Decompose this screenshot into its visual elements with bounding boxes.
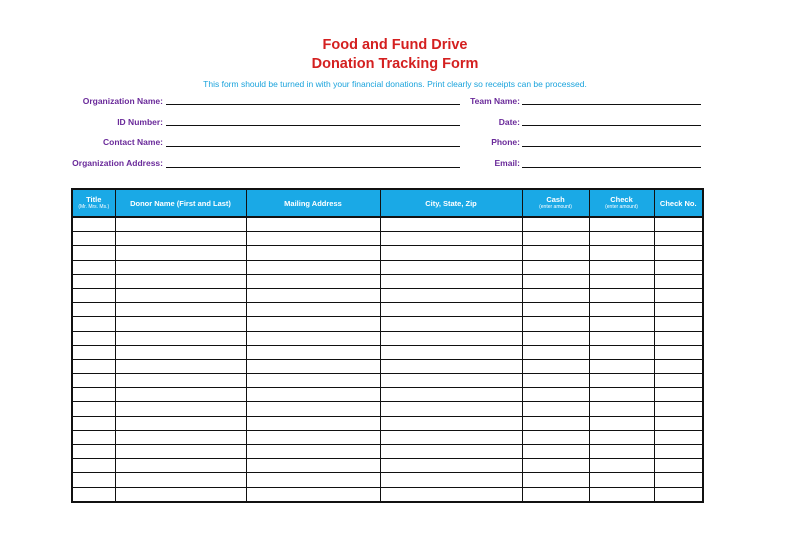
table-row [72,416,703,430]
table-cell[interactable] [589,288,654,302]
table-cell[interactable] [654,416,703,430]
table-cell[interactable] [246,331,380,345]
table-cell[interactable] [522,331,589,345]
table-cell[interactable] [589,374,654,388]
table-row [72,246,703,260]
table-cell[interactable] [522,274,589,288]
column-header-label: Check [610,195,633,204]
table-row [72,217,703,232]
table-cell[interactable] [654,402,703,416]
table-cell[interactable] [380,487,522,502]
table-cell[interactable] [115,246,246,260]
table-cell[interactable] [380,232,522,246]
column-header-sublabel: (enter amount) [539,204,572,210]
table-cell[interactable] [654,331,703,345]
table-cell[interactable] [115,232,246,246]
table-cell[interactable] [589,416,654,430]
table-cell[interactable] [246,388,380,402]
table-row [72,359,703,373]
table-cell[interactable] [522,359,589,373]
table-cell[interactable] [115,402,246,416]
table-cell[interactable] [589,445,654,459]
column-header-cash [522,189,589,217]
table-cell[interactable] [246,246,380,260]
table-cell[interactable] [589,246,654,260]
table-cell[interactable] [72,232,115,246]
table-cell[interactable] [72,359,115,373]
table-cell[interactable] [115,416,246,430]
contact-name-field[interactable] [166,146,460,147]
table-cell[interactable] [246,416,380,430]
table-cell[interactable] [115,388,246,402]
table-cell[interactable] [115,274,246,288]
table-cell[interactable] [115,288,246,302]
table-cell[interactable] [246,274,380,288]
table-cell[interactable] [522,445,589,459]
table-cell[interactable] [589,331,654,345]
table-cell[interactable] [654,274,703,288]
organization-address-label: Organization Address: [72,158,163,168]
column-header-check-no [654,189,703,217]
table-cell[interactable] [380,445,522,459]
table-row [72,345,703,359]
table-cell[interactable] [589,303,654,317]
column-header-label: Cash [546,195,565,204]
id-number-field[interactable] [166,125,460,126]
table-cell[interactable] [246,374,380,388]
table-cell[interactable] [246,317,380,331]
table-cell[interactable] [522,430,589,444]
table-cell[interactable] [654,487,703,502]
table-row [72,260,703,274]
table-cell[interactable] [522,288,589,302]
table-cell[interactable] [380,288,522,302]
table-cell[interactable] [522,260,589,274]
table-row [72,430,703,444]
table-row [72,288,703,302]
table-cell[interactable] [380,317,522,331]
table-cell[interactable] [246,260,380,274]
table-cell[interactable] [380,416,522,430]
table-cell[interactable] [589,473,654,487]
contact-name-label: Contact Name: [103,137,163,147]
date-label: Date: [498,117,520,127]
table-cell[interactable] [115,345,246,359]
table-cell[interactable] [72,459,115,473]
table-cell[interactable] [72,260,115,274]
table-cell[interactable] [380,374,522,388]
column-header-sublabel: (enter amount) [605,204,638,210]
table-cell[interactable] [246,459,380,473]
table-cell[interactable] [654,345,703,359]
table-cell[interactable] [654,374,703,388]
table-cell[interactable] [589,274,654,288]
table-cell[interactable] [115,317,246,331]
table-row [72,487,703,502]
table-cell[interactable] [589,388,654,402]
table-cell[interactable] [72,402,115,416]
table-cell[interactable] [654,260,703,274]
form-instructions: This form should be turned in with your financial donations. Print clearly so receipts can be processed. [203,79,587,89]
table-cell[interactable] [72,374,115,388]
column-header-donor-name [115,189,246,217]
table-cell[interactable] [380,459,522,473]
table-cell[interactable] [380,345,522,359]
table-cell[interactable] [589,345,654,359]
table-cell[interactable] [115,487,246,502]
table-cell[interactable] [72,246,115,260]
table-cell[interactable] [72,288,115,302]
table-cell[interactable] [115,359,246,373]
column-header-check [589,189,654,217]
table-cell[interactable] [522,487,589,502]
form-title: Food and Fund Drive [322,37,468,53]
table-cell[interactable] [522,416,589,430]
column-header-label: Mailing Address [284,198,342,208]
table-cell[interactable] [654,288,703,302]
column-header-city-state-zip [380,189,522,217]
table-cell[interactable] [72,388,115,402]
table-cell[interactable] [380,430,522,444]
table-cell[interactable] [589,317,654,331]
table-cell[interactable] [246,359,380,373]
table-cell[interactable] [72,274,115,288]
table-cell[interactable] [246,430,380,444]
column-header-label: Title [86,195,102,204]
table-row [72,402,703,416]
table-cell[interactable] [522,473,589,487]
team-name-field[interactable] [522,104,701,105]
table-cell[interactable] [115,331,246,345]
table-cell[interactable] [380,402,522,416]
table-cell[interactable] [589,232,654,246]
team-name-label: Team Name: [470,96,520,106]
id-number-label: ID Number: [117,117,163,127]
table-cell[interactable] [380,303,522,317]
table-cell[interactable] [72,473,115,487]
column-header-label: City, State, Zip [425,198,477,208]
table-cell[interactable] [654,232,703,246]
table-cell[interactable] [522,232,589,246]
table-cell[interactable] [522,217,589,232]
table-cell[interactable] [589,430,654,444]
table-cell[interactable] [380,217,522,232]
table-cell[interactable] [380,359,522,373]
table-cell[interactable] [654,445,703,459]
table-row [72,274,703,288]
form-subtitle: Donation Tracking Form [311,55,479,72]
table-row [72,374,703,388]
phone-label: Phone: [491,137,520,147]
organization-name-field[interactable] [166,104,460,105]
table-cell[interactable] [246,217,380,232]
organization-address-field[interactable] [166,167,460,168]
table-cell[interactable] [654,217,703,232]
donation-table [71,188,704,503]
table-cell[interactable] [522,345,589,359]
column-header-mailing-address [246,189,380,217]
table-cell[interactable] [246,445,380,459]
table-cell[interactable] [72,317,115,331]
table-cell[interactable] [246,473,380,487]
table-cell[interactable] [522,303,589,317]
table-cell[interactable] [72,345,115,359]
table-cell[interactable] [380,246,522,260]
table-cell[interactable] [654,388,703,402]
table-cell[interactable] [380,260,522,274]
table-header-row [72,189,703,217]
table-cell[interactable] [246,487,380,502]
table-cell[interactable] [115,430,246,444]
column-header-label: Check No. [659,198,697,208]
table-cell[interactable] [654,359,703,373]
table-cell[interactable] [115,260,246,274]
table-cell[interactable] [654,473,703,487]
table-cell[interactable] [522,459,589,473]
table-cell[interactable] [380,274,522,288]
table-cell[interactable] [246,402,380,416]
table-cell[interactable] [115,473,246,487]
table-cell[interactable] [246,303,380,317]
column-header-title [72,189,115,217]
table-cell[interactable] [654,303,703,317]
date-field[interactable] [522,125,701,126]
table-row [72,232,703,246]
table-cell[interactable] [72,217,115,232]
table-cell[interactable] [654,246,703,260]
table-cell[interactable] [115,217,246,232]
table-cell[interactable] [654,317,703,331]
phone-field[interactable] [522,146,701,147]
column-header-sublabel: (Mr. Mrs. Ms.) [78,204,110,210]
table-cell[interactable] [380,388,522,402]
table-cell[interactable] [522,317,589,331]
table-cell[interactable] [72,430,115,444]
table-cell[interactable] [522,402,589,416]
table-row [72,459,703,473]
table-cell[interactable] [589,459,654,473]
organization-name-label: Organization Name: [82,96,163,106]
table-cell[interactable] [72,303,115,317]
table-row [72,445,703,459]
table-cell[interactable] [72,445,115,459]
table-cell[interactable] [589,359,654,373]
table-cell[interactable] [654,430,703,444]
table-cell[interactable] [115,303,246,317]
table-row [72,388,703,402]
table-row [72,331,703,345]
email-field[interactable] [522,167,701,168]
table-cell[interactable] [72,331,115,345]
table-cell[interactable] [115,459,246,473]
table-cell[interactable] [589,402,654,416]
table-cell[interactable] [380,473,522,487]
table-cell[interactable] [72,416,115,430]
table-cell[interactable] [589,260,654,274]
table-cell[interactable] [522,246,589,260]
table-cell[interactable] [115,445,246,459]
table-cell[interactable] [654,459,703,473]
table-cell[interactable] [380,331,522,345]
table-cell[interactable] [246,288,380,302]
table-row [72,473,703,487]
table-cell[interactable] [589,217,654,232]
email-label: Email: [494,158,520,168]
table-cell[interactable] [522,374,589,388]
column-header-label: Donor Name (First and Last) [130,198,231,208]
table-row [72,317,703,331]
table-cell[interactable] [589,487,654,502]
table-row [72,303,703,317]
table-cell[interactable] [72,487,115,502]
table-cell[interactable] [522,388,589,402]
table-cell[interactable] [246,232,380,246]
table-cell[interactable] [115,374,246,388]
table-cell[interactable] [246,345,380,359]
